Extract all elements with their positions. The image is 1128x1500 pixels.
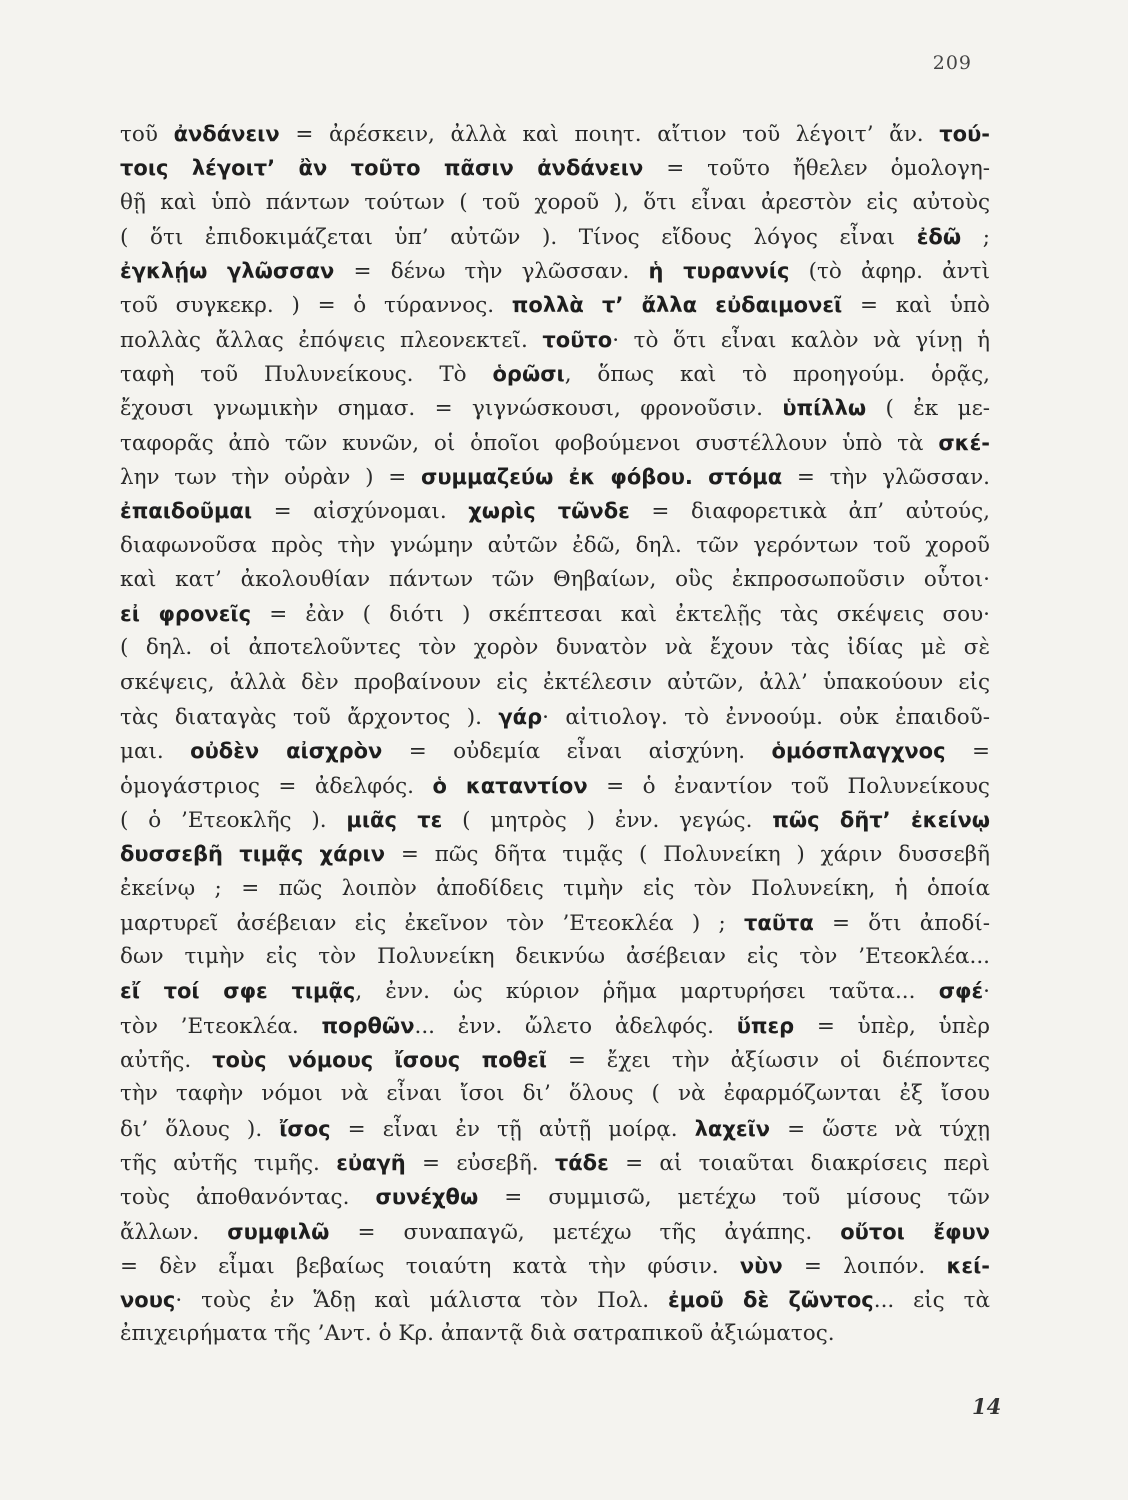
text-line xyxy=(120,666,990,700)
gloss-text: δι’ ὅλους ). xyxy=(120,1116,280,1142)
gloss-text: = διαφορετικὰ ἀπ’ αὐτούς, xyxy=(629,499,990,525)
gloss-text: ταφὴ τοῦ Πυλυνείκους. Τὸ xyxy=(120,362,493,388)
lemma-term: ἐπαιδοῦμαι xyxy=(120,499,253,524)
text-line xyxy=(120,700,990,734)
gloss-text: , ἐνν. ὡς κύριον ῥῆμα μαρτυρήσει ταῦτα... xyxy=(355,979,939,1005)
gloss-text: τοῦ xyxy=(120,122,174,147)
text-line xyxy=(120,529,990,563)
gloss-text: τὸν ’Ετεοκλέα. xyxy=(120,1013,322,1039)
gloss-text: ... ἐνν. ὤλετο ἀδελφός. xyxy=(414,1013,737,1039)
text-line xyxy=(120,151,990,185)
gloss-text: των τὴν οὐρὰν ) = xyxy=(159,464,421,490)
lemma-term: τοις λέγοιτ’ ἂν τοῦτο πᾶσιν ἀνδάνειν xyxy=(120,156,644,181)
text-line xyxy=(120,1249,990,1283)
gloss-text: = πῶς δῆτα τιμᾷς ( Πολυνείκη ) χάριν δυσσεβῆ xyxy=(385,842,990,868)
text-line xyxy=(120,837,990,871)
gloss-text: τοὺς ἀποθανόντας. xyxy=(120,1185,376,1211)
text-line xyxy=(120,494,990,528)
gloss-text: = αἱ τοιαῦται διακρίσεις περὶ xyxy=(608,1150,990,1176)
lemma-term: σφέ xyxy=(938,979,984,1004)
lemma-term: ὕπερ xyxy=(736,1013,795,1038)
gloss-text: λην xyxy=(120,464,160,490)
gloss-text: = τὴν γλῶσσαν. xyxy=(782,464,990,490)
gloss-text: ; xyxy=(961,224,990,250)
gloss-text: πολλὰς ἄλλας ἐπόψεις πλεονεκτεῖ. xyxy=(120,327,543,353)
lemma-term: ὁ καταντίον xyxy=(432,773,588,798)
gloss-text: = ἔχει τὴν ἀξίωσιν οἱ διέποντες xyxy=(546,1048,990,1074)
gloss-text: ( ὅτι ἐπιδοκιμάζεται ὑπ’ αὐτῶν ). Τίνος εἴδους λόγος εἶναι xyxy=(120,224,917,250)
gloss-text: δων τιμὴν εἰς τὸν Πολυνείκη δεικνύω ἀσέβειαν εἰς τὸν ’Ετεοκλέα... xyxy=(120,944,990,970)
gloss-text: μαρτυρεῖ ἀσέβειαν εἰς ἐκεῖνον τὸν ’Ετεοκλέα ) ; xyxy=(120,910,744,936)
signature-mark: 14 xyxy=(972,1394,1002,1419)
text-line xyxy=(120,1180,990,1214)
lemma-term: τάδε xyxy=(554,1150,609,1175)
gloss-text: = ἐὰν ( διότι ) σκέπτεσαι καὶ ἐκτελῇς τὰς σκέψεις σου· xyxy=(251,602,990,628)
gloss-text: = xyxy=(945,739,990,765)
commentary-text xyxy=(120,117,990,1352)
text-line xyxy=(120,1043,990,1077)
lemma-term: ἐγκλῄω γλῶσσαν xyxy=(120,259,335,284)
lemma-term: νους xyxy=(120,1288,176,1313)
text-line xyxy=(120,1009,990,1043)
lemma-term: κεί- xyxy=(946,1253,990,1278)
gloss-text: = ὥστε νὰ τύχῃ xyxy=(770,1116,990,1142)
gloss-text: τὴν ταφὴν νόμοι νὰ εἶναι ἴσοι δι’ ὅλους ( νὰ ἐφαρμόζωνται ἐξ ἴσου xyxy=(120,1081,990,1107)
lemma-term: οὐδὲν αἰσχρὸν xyxy=(190,739,383,764)
text-line xyxy=(120,186,990,220)
text-line xyxy=(120,906,990,940)
gloss-text: ταφορᾶς ἀπὸ τῶν κυνῶν, οἱ ὁποῖοι φοβούμενοι συστέλλουν ὑπὸ τὰ xyxy=(120,430,939,456)
lemma-term: ἐμοῦ δὲ ζῶντος xyxy=(667,1288,874,1313)
lemma-term: χωρὶς τῶνδε xyxy=(468,499,630,524)
text-line xyxy=(120,220,990,254)
text-line xyxy=(120,769,990,803)
gloss-text: , ὅπως καὶ τὸ προηγούμ. ὁρᾷς, xyxy=(564,362,990,388)
text-line xyxy=(120,1112,990,1146)
gloss-text: · τοὺς ἐν Ἅδῃ καὶ μάλιστα τὸν Πολ. xyxy=(175,1288,668,1314)
text-line xyxy=(120,1215,990,1249)
lemma-term: ἐδῶ xyxy=(916,224,962,249)
gloss-text: = αἰσχύνομαι. xyxy=(252,499,469,525)
gloss-text: = εὐσεβῆ. xyxy=(405,1150,555,1176)
gloss-text: ἐκείνῳ ; = πῶς λοιπὸν ἀποδίδεις τιμὴν εἰς τὸν Πολυνείκη, ἡ ὁποία xyxy=(120,875,990,901)
gloss-text: · αἰτιολογ. τὸ ἐννοούμ. οὐκ ἐπαιδοῦ- xyxy=(542,705,990,731)
text-line xyxy=(120,460,990,494)
gloss-text: · xyxy=(983,979,990,1005)
lemma-term: ἡ τυραννίς xyxy=(648,259,790,284)
text-line xyxy=(120,631,990,665)
text-line xyxy=(120,1077,990,1111)
lemma-term: λαχεῖν xyxy=(694,1116,771,1141)
gloss-text: ( μητρὸς ) ἐνν. γεγώς. xyxy=(442,807,773,833)
gloss-text: (τὸ ἀφηρ. ἀντὶ xyxy=(789,259,990,285)
lemma-term: μιᾶς τε xyxy=(346,807,443,832)
gloss-text: = δὲν εἶμαι βεβαίως τοιαύτη κατὰ τὴν φύσιν. xyxy=(120,1253,740,1279)
lemma-term: τοῦτο xyxy=(542,327,613,352)
lemma-term: νὺν xyxy=(739,1253,783,1278)
gloss-text: = καὶ ὑπὸ xyxy=(842,293,990,319)
text-line xyxy=(120,426,990,460)
gloss-text: ὁμογάστριος = ἀδελφός. xyxy=(120,773,433,799)
text-line xyxy=(120,288,990,322)
lemma-term: δυσσεβῆ τιμᾷς χάριν xyxy=(120,842,386,867)
gloss-text: καὶ κατ’ ἀκολουθίαν πάντων τῶν Θηβαίων, οὓς ἐκπροσωποῦσιν οὗτοι· xyxy=(120,566,990,592)
lemma-term: ὁμόσπλαγχνος xyxy=(771,739,946,764)
gloss-text: σκέψεις, ἀλλὰ δὲν προβαίνουν εἰς ἐκτέλεσιν αὐτῶν, ἀλλ’ ὑπακούουν εἰς xyxy=(120,669,990,695)
text-line xyxy=(120,872,990,906)
gloss-text: ἐπιχειρήματα τῆς ’Αντ. ὁ Κρ. ἀπαντᾷ διὰ σατραπικοῦ ἀξιώματος. xyxy=(120,1321,835,1347)
gloss-text: = τοῦτο ἤθελεν ὁμολογη- xyxy=(643,156,990,182)
lemma-term: πῶς δῆτ’ ἐκείνῳ xyxy=(772,807,990,832)
gloss-text: = εἶναι ἐν τῇ αὐτῇ μοίρᾳ. xyxy=(330,1116,695,1142)
gloss-text: αὐτῆς. xyxy=(120,1048,213,1074)
gloss-text: τὰς διαταγὰς τοῦ ἄρχοντος ). xyxy=(120,705,499,731)
lemma-term: σκέ- xyxy=(938,430,990,455)
gloss-text: ἔχουσι γνωμικὴν σημασ. = γιγνώσκουσι, φρονοῦσιν. xyxy=(120,396,783,422)
text-line xyxy=(120,597,990,631)
lemma-term: εἴ τοί σφε τιμᾷς xyxy=(120,979,356,1004)
lemma-term: τού- xyxy=(939,122,990,146)
lemma-term: ἀνδάνειν xyxy=(173,122,280,146)
lemma-term: συνέχθω xyxy=(375,1185,479,1210)
text-line xyxy=(120,563,990,597)
gloss-text: = δένω τὴν γλῶσσαν. xyxy=(334,259,649,285)
lemma-term: πολλὰ τ’ ἄλλα εὐδαιμονεῖ xyxy=(511,293,843,318)
text-line xyxy=(120,1317,990,1351)
gloss-text: = ὑπὲρ, ὑπὲρ xyxy=(794,1013,990,1039)
text-line xyxy=(120,1146,990,1180)
text-line xyxy=(120,357,990,391)
lemma-term: εἰ φρονεῖς xyxy=(120,602,252,627)
text-line xyxy=(120,803,990,837)
gloss-text: = λοιπόν. xyxy=(782,1253,947,1279)
gloss-text: = ὁ ἐναντίον τοῦ Πολυνείκους xyxy=(587,773,990,799)
gloss-text: ( δηλ. οἱ ἀποτελοῦντες τὸν χορὸν δυνατὸν νὰ ἔχουν τὰς ἰδίας μὲ σὲ xyxy=(120,635,990,661)
lemma-term: οὔτοι ἔφυν xyxy=(840,1219,990,1244)
gloss-text: τοῦ συγκεκρ. ) = ὁ τύραννος. xyxy=(120,293,512,319)
gloss-text: · τὸ ὅτι εἶναι καλὸν νὰ γίνῃ ἡ xyxy=(612,327,990,353)
text-line xyxy=(120,734,990,768)
gloss-text: = ἀρέσκειν, ἀλλὰ καὶ ποιητ. αἴτιον τοῦ λέγοιτ’ ἄν. xyxy=(279,122,940,147)
lemma-term: πορθῶν xyxy=(321,1013,415,1038)
text-line xyxy=(120,940,990,974)
gloss-text: ἄλλων. xyxy=(120,1219,228,1245)
text-line xyxy=(120,323,990,357)
gloss-text: μαι. xyxy=(120,739,191,765)
gloss-text: ... εἰς τὰ xyxy=(873,1288,990,1314)
lemma-term: ταῦτα xyxy=(743,910,814,935)
gloss-text: = συμμισῶ, μετέχω τοῦ μίσους τῶν xyxy=(478,1185,990,1211)
gloss-text: = ὅτι ἀποδί- xyxy=(813,910,990,936)
text-line xyxy=(120,974,990,1008)
lemma-term: γάρ xyxy=(498,705,543,730)
gloss-text: = οὐδεμία εἶναι αἰσχύνη. xyxy=(382,739,772,765)
lemma-term: εὐαγῆ xyxy=(336,1150,406,1175)
lemma-term: ὑπίλλω xyxy=(782,396,867,421)
gloss-text: τῆς αὐτῆς τιμῆς. xyxy=(120,1150,337,1176)
gloss-text: ( ἐκ με- xyxy=(866,396,990,422)
gloss-text: = συναπαγῶ, μετέχω τῆς ἀγάπης. xyxy=(329,1219,841,1245)
text-line xyxy=(120,391,990,425)
lemma-term: ὁρῶσι xyxy=(492,362,565,387)
lemma-term: συμμαζεύω ἐκ φόβου. στόμα xyxy=(420,464,783,489)
text-line xyxy=(120,117,990,151)
page-number: 209 xyxy=(932,52,972,74)
gloss-text: διαφωνοῦσα πρὸς τὴν γνώμην αὐτῶν ἐδῶ, δηλ. τῶν γερόντων τοῦ χοροῦ xyxy=(120,532,990,558)
lemma-term: τοὺς νόμους ἴσους ποθεῖ xyxy=(212,1048,547,1073)
text-line xyxy=(120,1283,990,1317)
lemma-term: ἴσος xyxy=(279,1116,331,1141)
text-line xyxy=(120,254,990,288)
lemma-term: συμφιλῶ xyxy=(227,1219,330,1244)
gloss-text: θῇ καὶ ὑπὸ πάντων τούτων ( τοῦ χοροῦ ), ὅτι εἶναι ἀρεστὸν εἰς αὐτοὺς xyxy=(120,189,990,215)
gloss-text: ( ὁ ’Ετεοκλῆς ). xyxy=(120,807,347,833)
